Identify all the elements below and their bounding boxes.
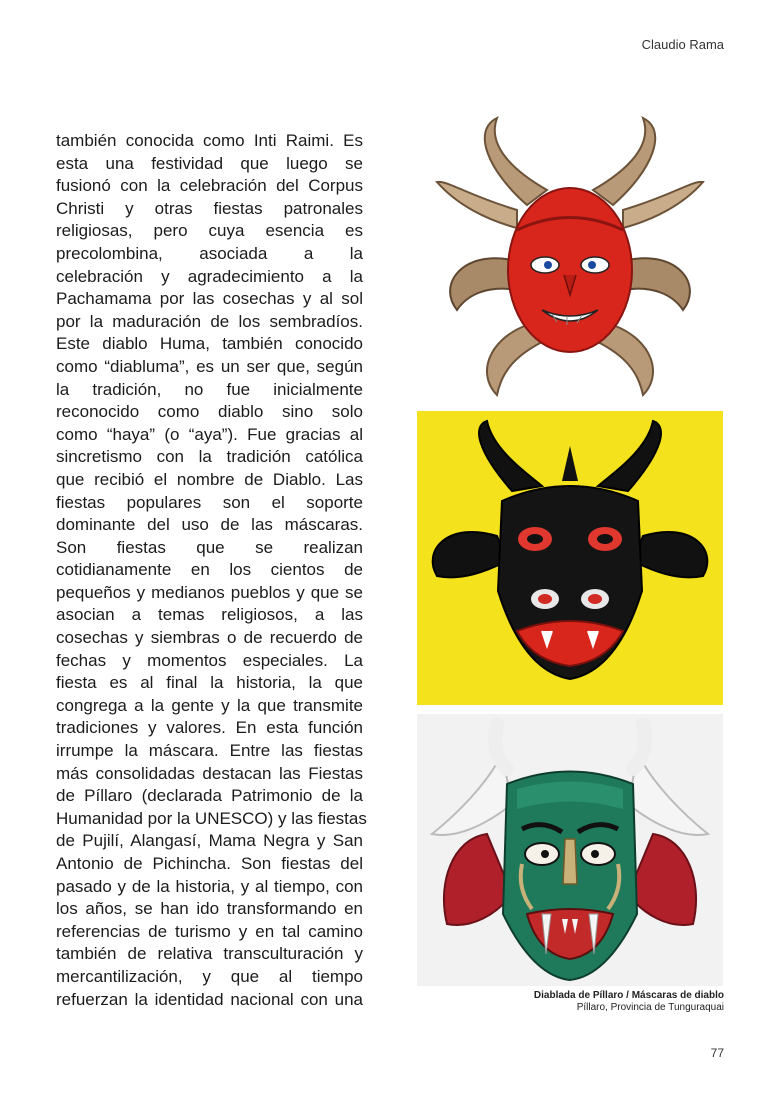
text-line: por la maduración de los sembradíos.	[56, 311, 363, 331]
running-header-author: Claudio Rama	[641, 37, 724, 52]
text-line: precolombina, asociada a la	[56, 243, 363, 263]
text-line: la tradición, no fue inicialmente	[56, 379, 363, 399]
text-line: Christi y otras fiestas patronales	[56, 198, 363, 218]
text-line: fechas y momentos especiales. La	[56, 650, 363, 670]
green-devil-mask-illustration	[417, 714, 723, 986]
page-number: 77	[710, 1046, 724, 1060]
text-line: fiestas populares son el soporte	[56, 492, 363, 512]
green-devil-mask-photo	[417, 714, 723, 986]
text-line: mercantilización, y que al tiempo	[56, 966, 363, 986]
text-line: más consolidadas destacan las Fiestas	[56, 763, 363, 783]
text-line: dominante del uso de las máscaras.	[56, 515, 363, 535]
text-line: Antonio de Pichincha. Son fiestas del	[56, 854, 363, 873]
text-line: refuerzan la identidad nacional con una	[56, 989, 363, 1009]
text-line: esta una festividad que luego se	[56, 153, 363, 173]
text-line: como “diabluma”, es un ser que, según	[56, 356, 363, 376]
figure-caption	[534, 990, 724, 1014]
text-line: fusionó con la celebración del Corpus	[56, 176, 363, 196]
text-line: Este diablo Huma, también conocido	[56, 334, 363, 354]
black-devil-mask-photo	[417, 411, 723, 705]
text-line: asocian a temas religiosos, a las	[56, 605, 363, 625]
red-devil-mask-photo	[417, 110, 723, 405]
text-line: que recibió el nombre de Diablo. Las	[56, 469, 363, 489]
text-line: cosechas y siembras o de recuerdo de	[56, 628, 363, 648]
text-line: sincretismo con la tradición católica	[56, 447, 363, 467]
text-line: congrega a la gente y la que transmite	[56, 695, 363, 715]
text-line: cotidianamente en los cientos de	[56, 560, 363, 580]
text-line: pasado y de la historia, y al tiempo, con	[56, 876, 363, 896]
text-line: pequeños y medianos pueblos y que se	[56, 582, 363, 602]
text-line: religiosas, pero cuya esencia es	[56, 221, 363, 241]
body-text-column	[56, 130, 367, 1011]
text-line: referencias de turismo y en tal camino	[56, 921, 363, 941]
text-line: Pachamama por las cosechas y al sol	[56, 289, 363, 309]
text-line: Humanidad por la UNESCO) y las fiestas	[56, 808, 367, 828]
caption-subtitle: Píllaro, Provincia de Tunguraquai	[576, 1002, 724, 1013]
text-line: reconocido como diablo sino solo	[56, 402, 363, 422]
text-line: como “haya” (o “aya”). Fue gracias al	[56, 424, 363, 444]
text-line: celebración y agradecimiento a la	[56, 266, 363, 286]
text-line: fiesta es al final la historia, la que	[56, 673, 363, 693]
text-line: Son fiestas que se realizan	[56, 537, 363, 557]
text-line: los años, se han ido transformando en	[56, 899, 363, 919]
text-line: de Pujilí, Alangasí, Mama Negra y San	[56, 831, 363, 851]
text-line: de Píllaro (declarada Patrimonio de la	[56, 786, 363, 806]
text-line: tradiciones y valores. En esta función	[56, 718, 363, 738]
text-line: irrumpe la máscara. Entre las fiestas	[56, 741, 363, 761]
red-devil-mask-illustration	[417, 110, 723, 405]
black-devil-mask-illustration	[417, 411, 723, 705]
text-line: también de relativa transculturación y	[56, 944, 363, 964]
text-line: también conocida como Inti Raimi. Es	[56, 131, 363, 150]
caption-title: Diablada de Píllaro / Máscaras de diablo	[533, 990, 724, 1001]
